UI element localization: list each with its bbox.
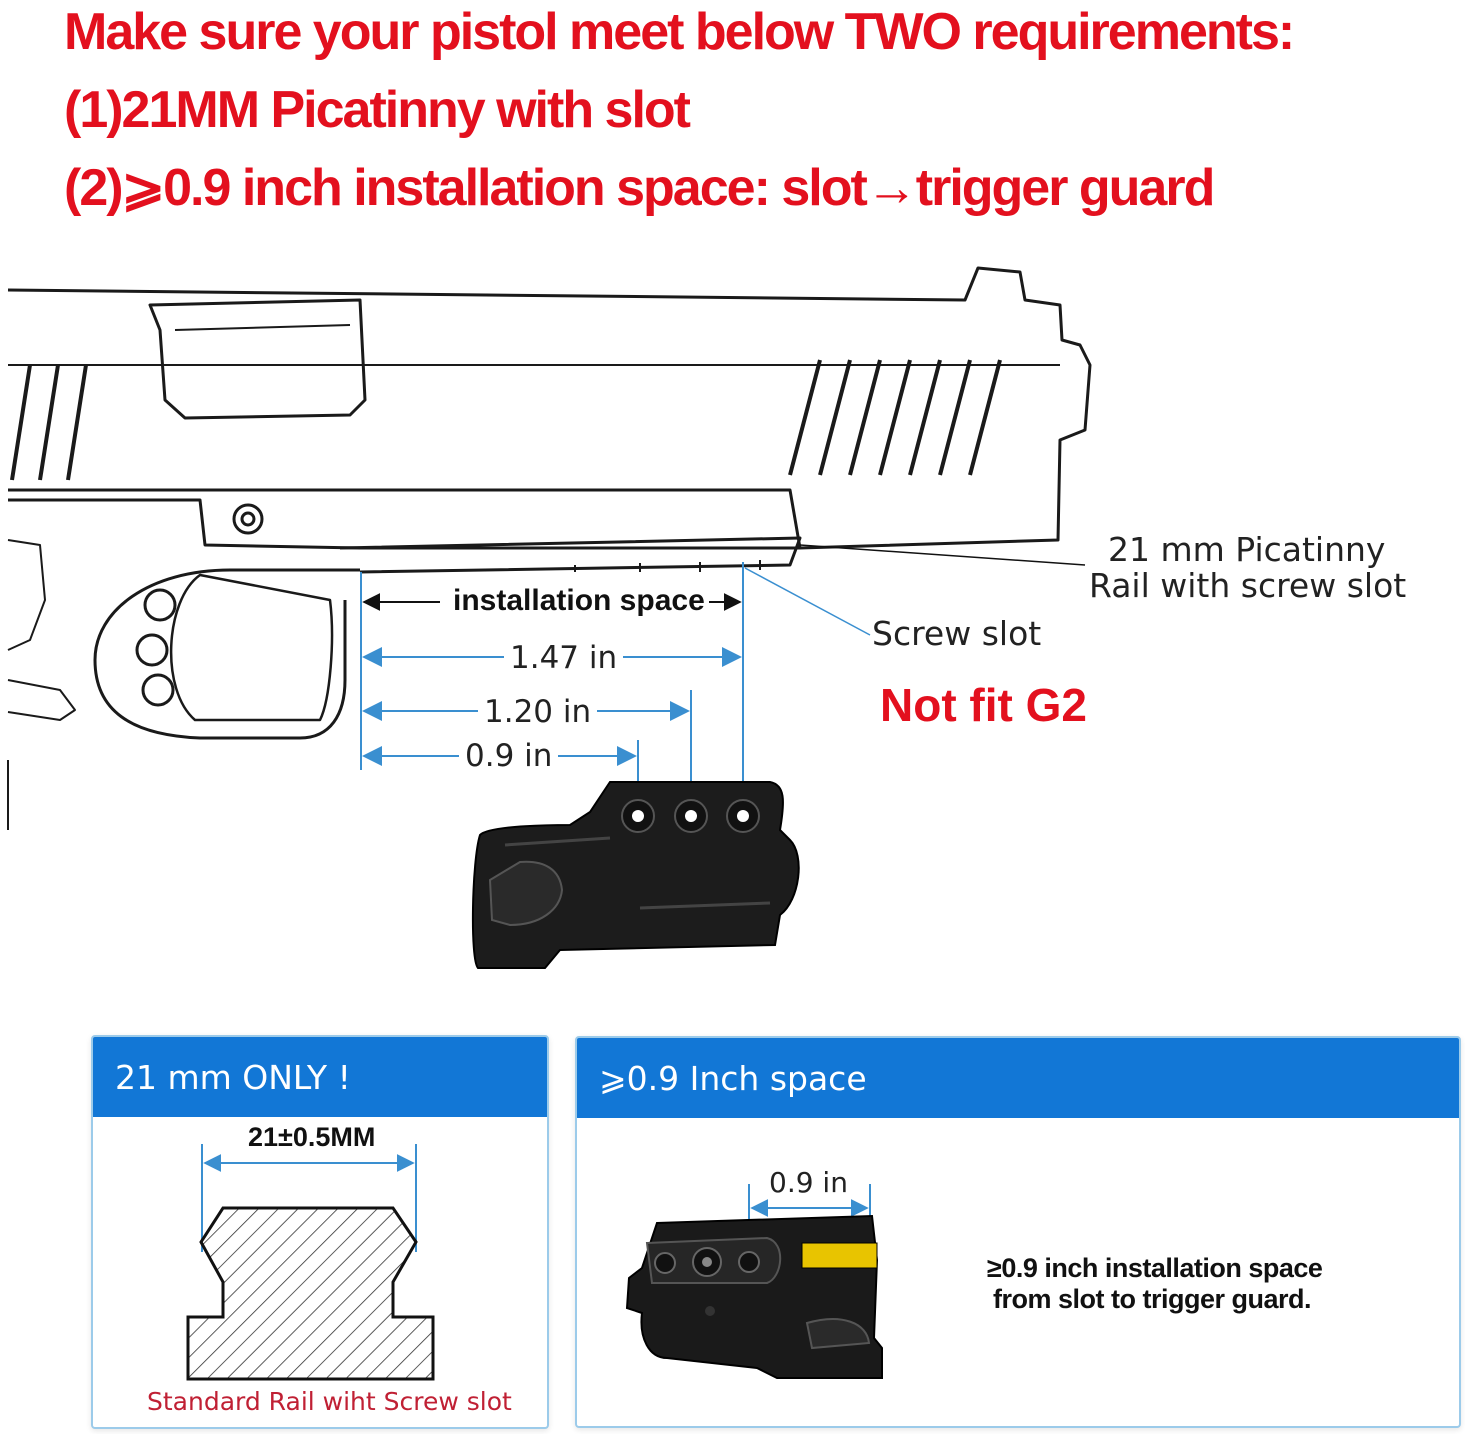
screw-slot-leader	[745, 568, 870, 635]
rail-profile-shape	[188, 1208, 433, 1379]
laser-device-small	[627, 1216, 882, 1378]
screw-slot-label: Screw slot	[872, 614, 1042, 653]
install-space-panel	[575, 1036, 1461, 1428]
space-dimension-label: 0.9 in	[769, 1166, 848, 1199]
dim-120-label: 1.20 in	[478, 697, 597, 728]
headline-requirement-2: (2)⩾0.9 inch installation space: slot→trigger guard	[64, 159, 1214, 217]
rail-caption: Standard Rail wiht Screw slot	[147, 1387, 512, 1416]
rear-serrations	[12, 365, 86, 480]
space-description-line2: from slot to trigger guard.	[993, 1284, 1312, 1314]
trigger-guard	[95, 570, 360, 738]
rail-cross-section	[93, 1037, 547, 1427]
laser-device	[473, 782, 799, 968]
space-description-line1: ≥0.9 inch installation space	[987, 1253, 1323, 1283]
install-space-panel-title: ⩾0.9 Inch space	[577, 1038, 1459, 1118]
space-description	[987, 1253, 1322, 1315]
dim-147-label: 1.47 in	[504, 643, 623, 674]
rail-callout-leader	[800, 545, 1085, 565]
picatinny-rail	[340, 538, 800, 572]
headline-requirement-1: (1)21MM Picatinny with slot	[64, 81, 689, 139]
not-fit-label: Not fit G2	[880, 679, 1087, 731]
rail-size-panel-title: 21 mm ONLY !	[93, 1037, 547, 1117]
rail-size-panel	[91, 1035, 549, 1429]
headline-requirements: Make sure your pistol meet below TWO requirements:	[64, 3, 1294, 61]
rail-dimension-label: 21±0.5MM	[248, 1122, 376, 1152]
laser-side-view	[577, 1038, 1459, 1426]
rail-callout-line2: Rail with screw slot	[1089, 566, 1407, 605]
dim-09-label: 0.9 in	[459, 741, 558, 772]
rail-callout-line1: 21 mm Picatinny	[1108, 530, 1386, 569]
installation-space-label: installation space	[449, 586, 709, 616]
pistol-ejection-port	[150, 300, 365, 418]
front-serrations	[790, 360, 1000, 475]
